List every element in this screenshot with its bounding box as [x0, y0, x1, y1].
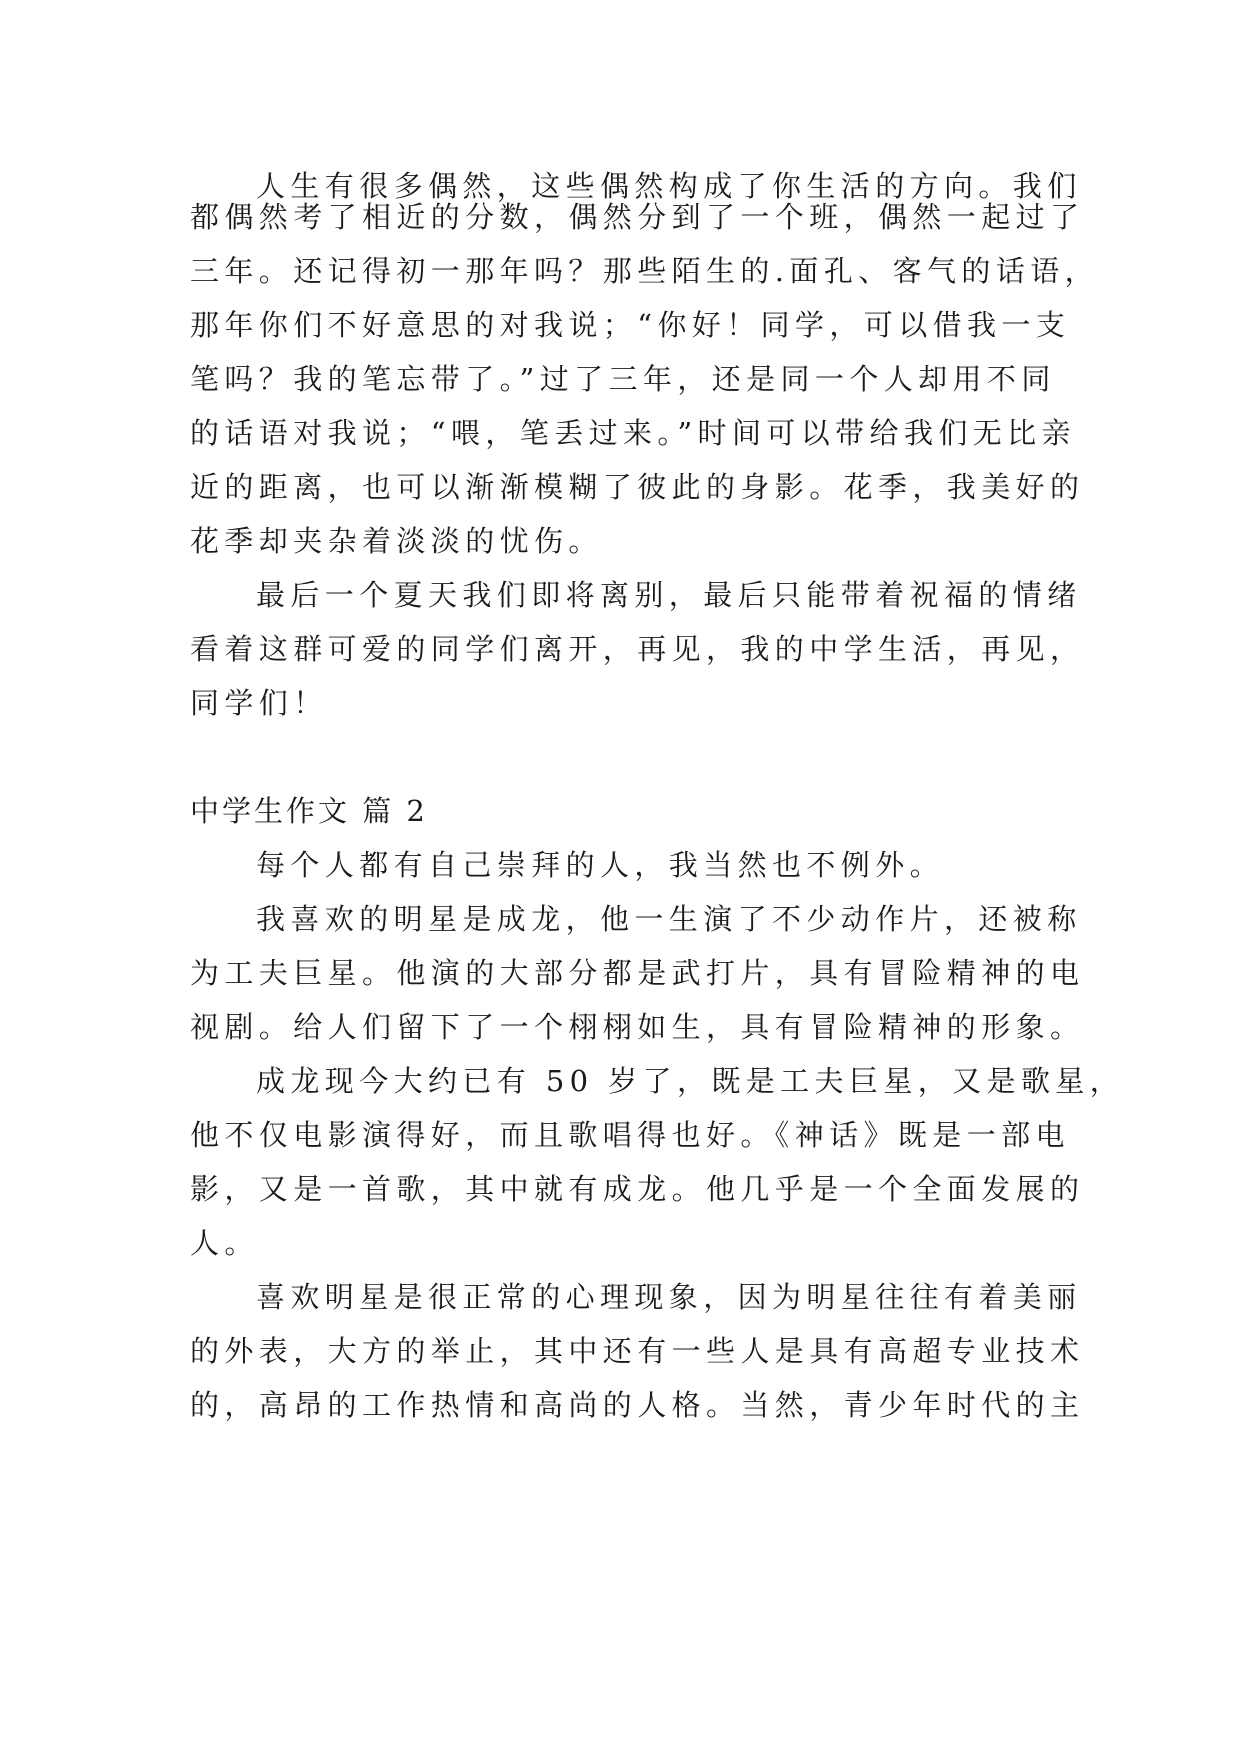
paragraph-line: 为工夫巨星。他演的大部分都是武打片，具有冒险精神的电: [190, 956, 1085, 990]
section-heading: 中学生作文 篇 2: [190, 794, 428, 828]
paragraph-line: 视剧。给人们留下了一个栩栩如生，具有冒险精神的形象。: [190, 1010, 1085, 1044]
paragraph-line: 最后一个夏天我们即将离别，最后只能带着祝福的情绪: [256, 578, 1082, 612]
paragraph-line: 的，高昂的工作热情和高尚的人格。当然，青少年时代的主: [190, 1388, 1085, 1422]
paragraph-line: 我喜欢的明星是成龙，他一生演了不少动作片，还被称: [256, 902, 1082, 936]
paragraph-line: 每个人都有自己崇拜的人，我当然也不例外。: [256, 848, 945, 882]
paragraph-line: 笔吗？我的笔忘带了。”过了三年，还是同一个人却用不同: [190, 362, 1056, 396]
paragraph-line: 影，又是一首歌，其中就有成龙。他几乎是一个全面发展的: [190, 1172, 1085, 1206]
paragraph-line: 成龙现今大约已有 50 岁了，既是工夫巨星，又是歌星，: [256, 1064, 1125, 1098]
paragraph-line: 人。: [190, 1226, 259, 1260]
paragraph-line: 同学们！: [190, 686, 328, 720]
paragraph-line: 都偶然考了相近的分数，偶然分到了一个班，偶然一起过了: [190, 200, 1085, 234]
paragraph-line: 的话语对我说；“喂，笔丢过来。”时间可以带给我们无比亲: [190, 416, 1076, 450]
paragraph-line: 喜欢明星是很正常的心理现象，因为明星往往有着美丽: [256, 1280, 1082, 1314]
paragraph-line: 三年。还记得初一那年吗？那些陌生的.面孔、客气的话语，: [190, 254, 1100, 288]
paragraph-line: 人生有很多偶然，这些偶然构成了你生活的方向。我们: [256, 169, 1082, 203]
paragraph-line: 花季却夹杂着淡淡的忧伤。: [190, 524, 603, 558]
paragraph-line: 近的距离，也可以渐渐模糊了彼此的身影。花季，我美好的: [190, 470, 1085, 504]
paragraph-line: 他不仅电影演得好，而且歌唱得也好。《神话》既是一部电: [190, 1118, 1070, 1152]
paragraph-line: 的外表，大方的举止，其中还有一些人是具有高超专业技术: [190, 1334, 1085, 1368]
paragraph-line: 看着这群可爱的同学们离开，再见，我的中学生活，再见，: [190, 632, 1085, 666]
paragraph-line: 那年你们不好意思的对我说；“你好！同学，可以借我一支: [190, 308, 1071, 342]
